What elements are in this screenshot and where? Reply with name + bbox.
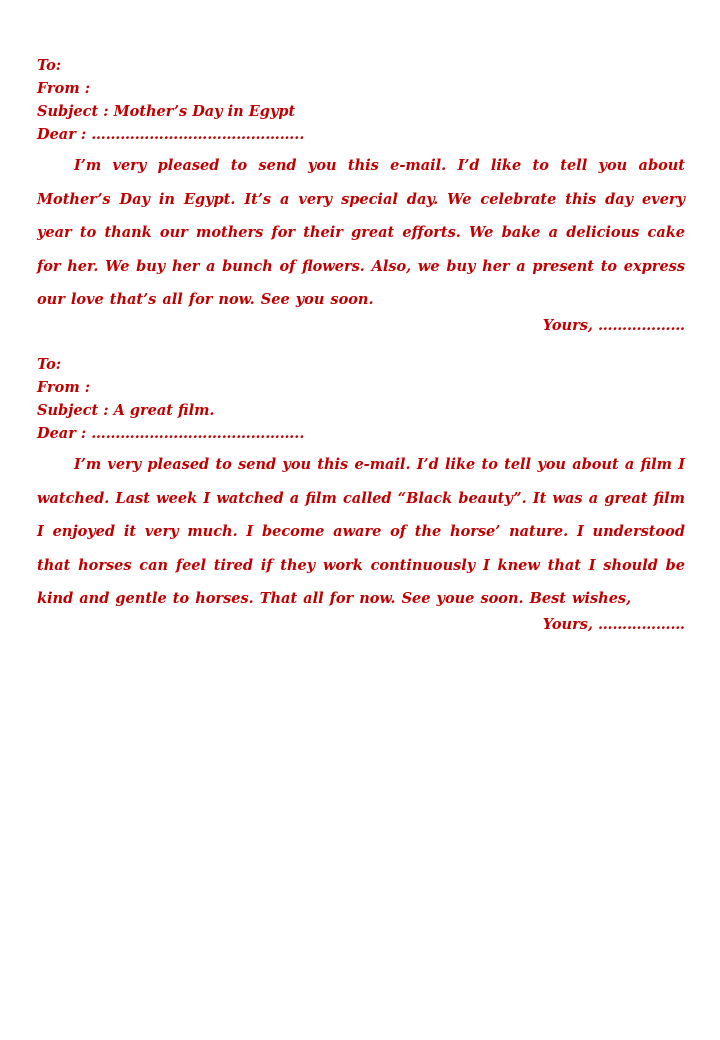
from-line: From : xyxy=(37,379,91,396)
email-great-film xyxy=(37,353,685,638)
dear-line: Dear : …………………………………….. xyxy=(37,126,305,143)
email-body: I’m very pleased to send you this e-mail. I’d like to tell you about Mother’s Day in Egypt. It’s a very special day. We celebrate this day every year to thank our mothers for their great efforts. We bake a delicious cake for her. We buy her a bunch of flowers. Also, we buy her a present to express our love that’s all for now. See you soon. xyxy=(37,157,685,308)
closing-signature: Yours, ……………… xyxy=(542,615,685,633)
closing-signature: Yours, ……………… xyxy=(542,316,685,334)
subject-line: Subject : Mother’s Day in Egypt xyxy=(37,103,296,120)
email-body: I’m very pleased to send you this e-mail. I’d like to tell you about a film I watched. Last week I watched a film called “Black beauty”. It was a great film I enjoyed it very much. I become aware of the horse’ nature. I understood that horses can feel tired if they work continuously I knew that I should be kind and gentle to horses. That all for now. See youe soon. Best wishes, xyxy=(37,456,685,607)
dear-line: Dear : …………………………………….. xyxy=(37,425,305,442)
email-mothers-day xyxy=(37,54,685,339)
from-line: From : xyxy=(37,80,91,97)
subject-line: Subject : A great film. xyxy=(37,402,215,419)
to-line: To: xyxy=(37,57,62,74)
to-line: To: xyxy=(37,356,62,373)
